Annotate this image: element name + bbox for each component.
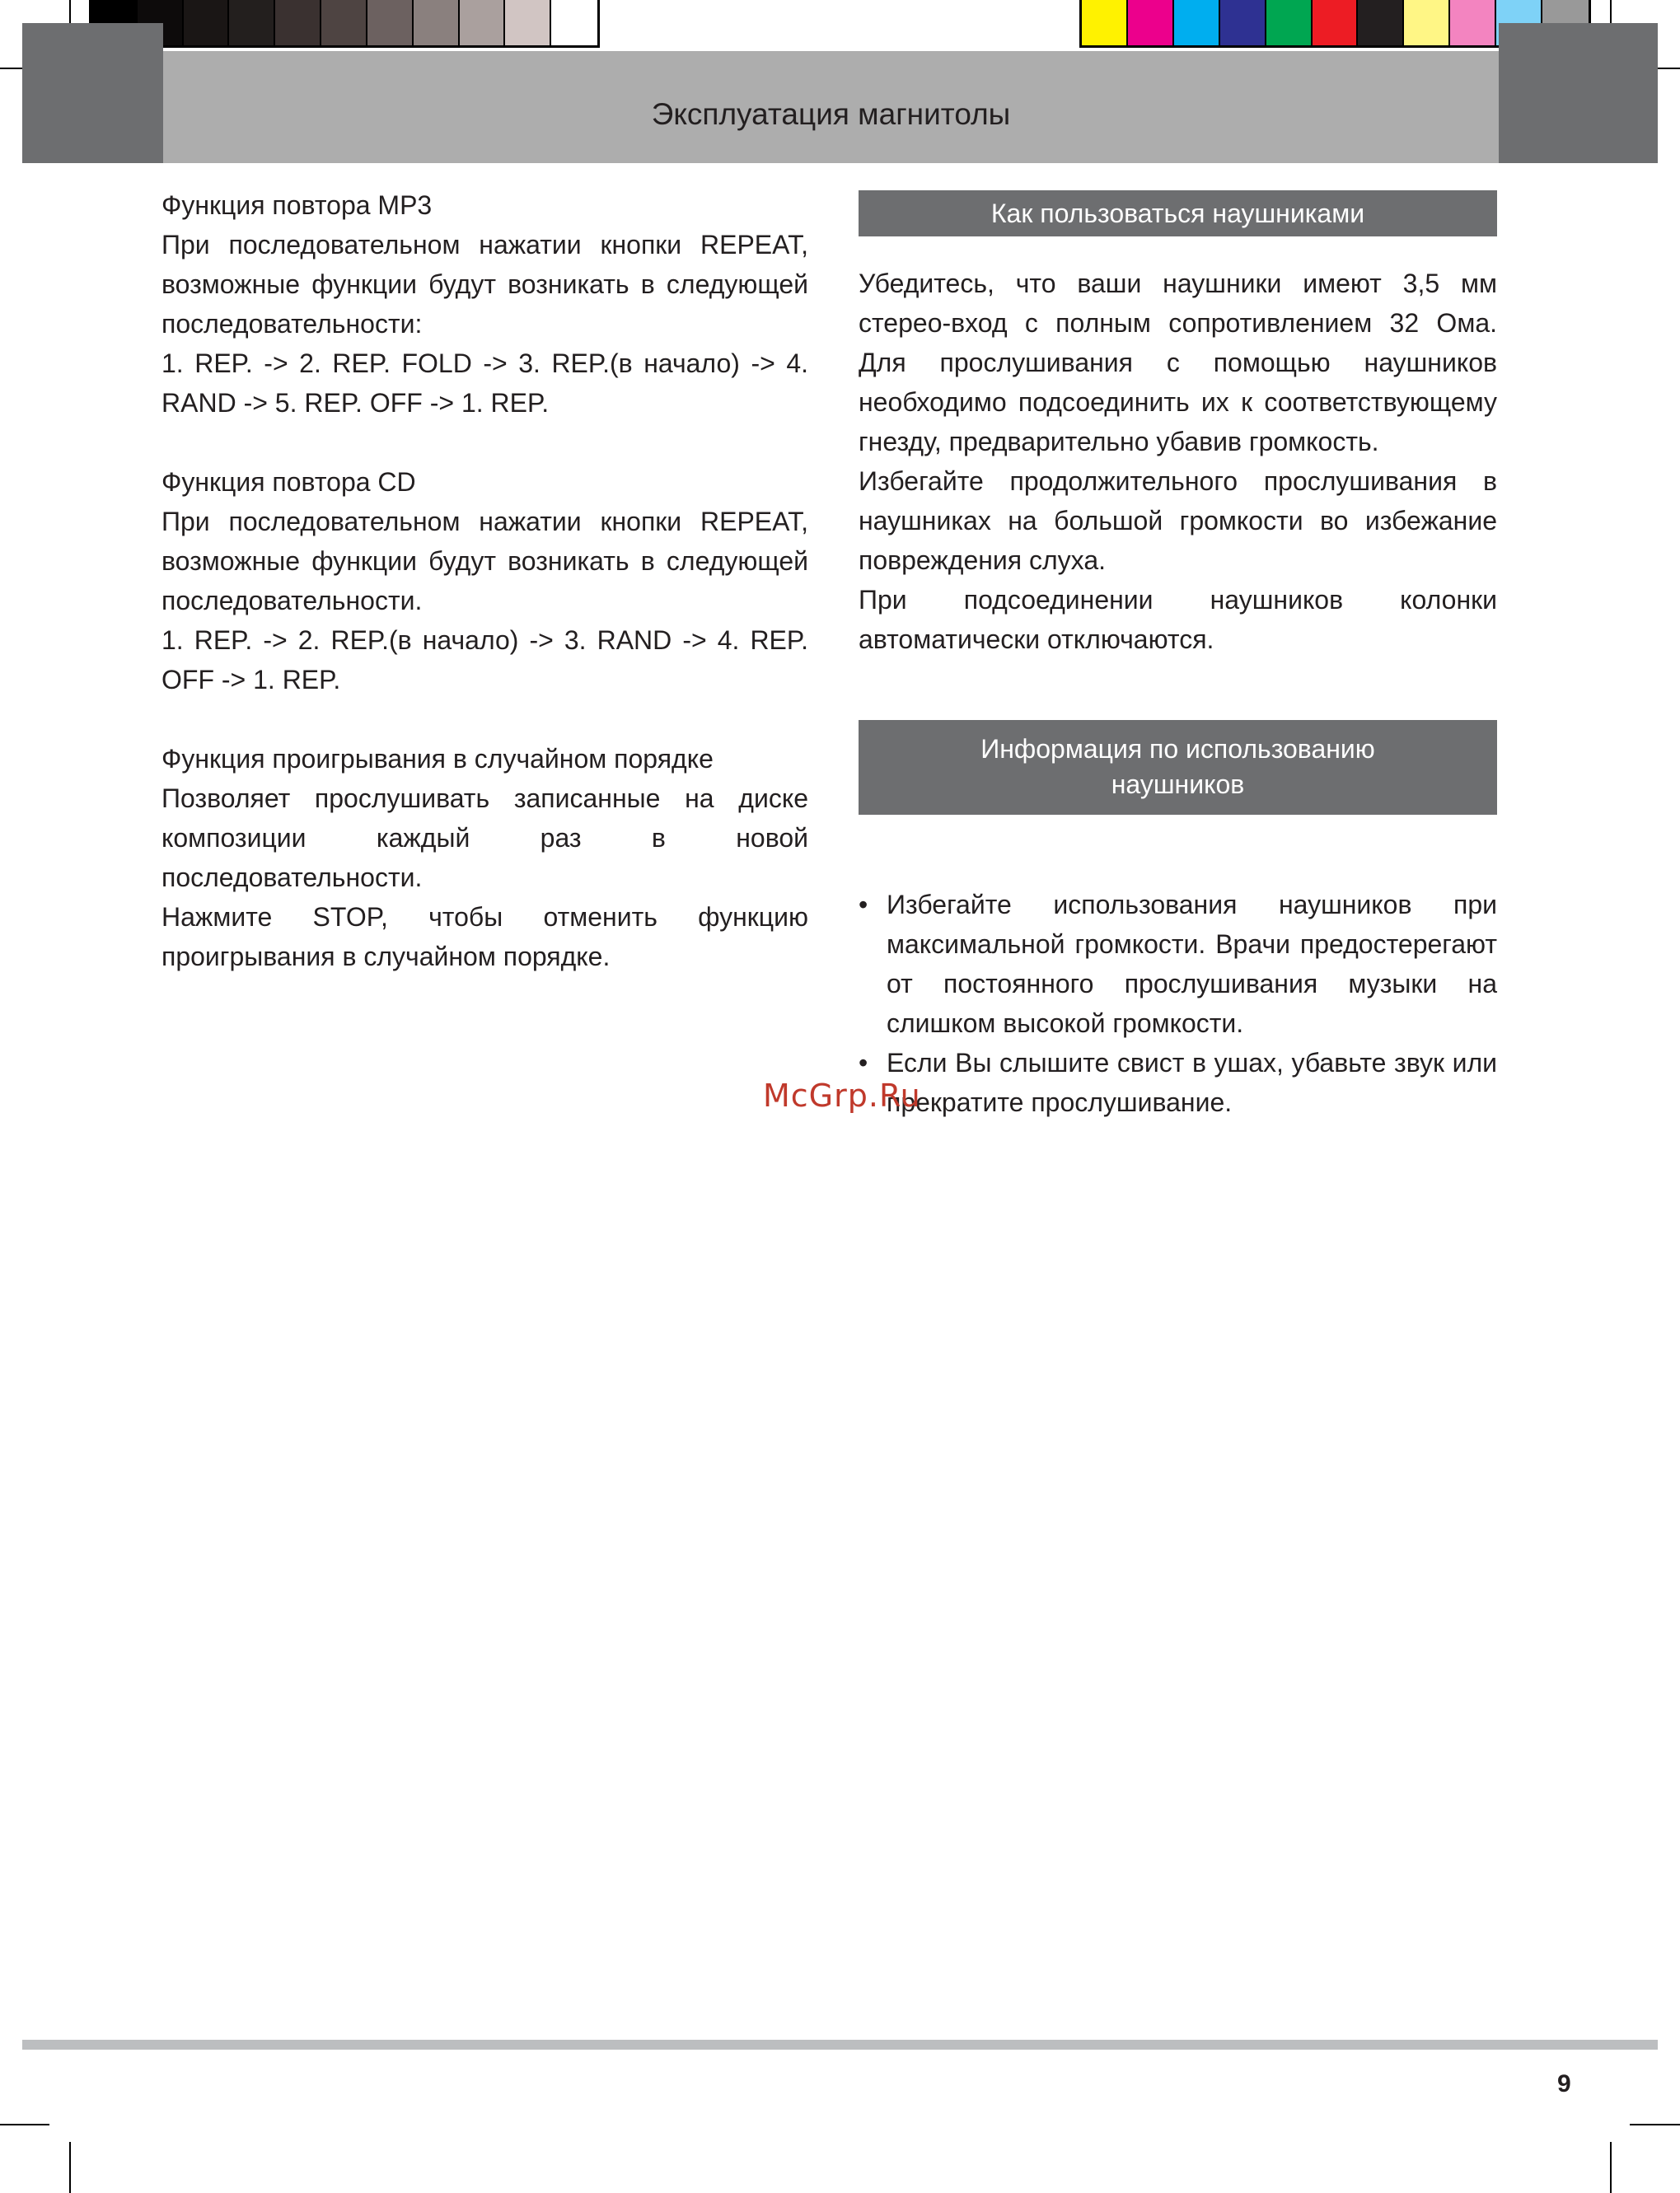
color-swatch: [1082, 0, 1128, 45]
page-title: Эксплуатация магнитолы: [651, 97, 1011, 131]
headphones-info-list: [859, 885, 1497, 1122]
color-swatch: [551, 0, 597, 45]
color-swatch: [460, 0, 506, 45]
crop-mark: [69, 2142, 71, 2193]
crop-mark: [1630, 2124, 1680, 2125]
crop-mark: [0, 2124, 49, 2125]
color-swatch: [1266, 0, 1313, 45]
header-band-left: [22, 23, 163, 163]
header-band-right: [1499, 23, 1658, 163]
color-swatch: [1220, 0, 1266, 45]
bullet-icon: •: [859, 1048, 868, 1078]
cd-repeat-heading: Функция повтора CD: [161, 467, 416, 497]
random-play-stop: Нажмите STOP, чтобы отменить функцию проигрывания в случайном порядке.: [161, 902, 808, 971]
headphones-usage-p1: Убедитесь, что ваши наушники имеют 3,5 мм стерео-вход с полным сопротивлением 32 Ома. Для прослушивания с помощью наушников необходимо подсоединить их к соответствующему гнезду, предварительно убавив громкость.: [859, 269, 1497, 456]
color-swatch: [1450, 0, 1496, 45]
color-swatch: [184, 0, 230, 45]
headphones-info-heading: [859, 720, 1497, 815]
headphones-usage-p2: Избегайте продолжительного прослушивания в наушниках на большой громкости во избежание повреждения слуха.: [859, 466, 1497, 575]
color-swatch: [229, 0, 275, 45]
headphones-usage-heading: [859, 190, 1497, 236]
grayscale-color-bar: [89, 0, 600, 48]
random-play-heading: Функция проигрывания в случайном порядке: [161, 744, 714, 774]
color-swatch: [505, 0, 551, 45]
cd-repeat-sequence: 1. REP. -> 2. REP.(в начало) -> 3. RAND -> 4. REP. OFF -> 1. REP.: [161, 625, 808, 694]
footer-rule: [22, 2040, 1658, 2050]
color-swatch: [414, 0, 460, 45]
watermark: McGrp.Ru: [763, 1078, 921, 1114]
list-item-text: Избегайте использования наушников при максимальной громкости. Врачи предостерегают от постоянного прослушивания музыки на слишком высокой громкости.: [887, 890, 1497, 1038]
bullet-icon: •: [859, 890, 868, 919]
color-swatch: [367, 0, 414, 45]
headphones-info-title-line1: Информация по использованию: [980, 734, 1375, 764]
color-swatch: [1313, 0, 1359, 45]
list-item: [859, 1043, 1497, 1122]
random-play-body: Позволяет прослушивать записанные на диске композиции каждый раз в новой последовательности.: [161, 783, 808, 892]
color-swatch: [1404, 0, 1450, 45]
headphones-usage-title: Как пользоваться наушниками: [990, 199, 1365, 228]
mp3-repeat-heading: Функция повтора MP3: [161, 190, 433, 220]
page-number: 9: [1557, 2070, 1571, 2097]
color-swatch: [1174, 0, 1220, 45]
mp3-repeat-body: При последовательном нажатии кнопки REPEAT, возможные функции будут возникать в следующей последовательности:: [161, 230, 808, 339]
color-swatch: [321, 0, 367, 45]
color-swatch: [1128, 0, 1174, 45]
crop-mark: [1610, 2142, 1612, 2193]
list-item: [859, 885, 1497, 1043]
headphones-usage-text: [859, 264, 1497, 659]
headphones-usage-p3: При подсоединении наушников колонки автоматически отключаются.: [859, 585, 1497, 654]
mp3-repeat-sequence: 1. REP. -> 2. REP. FOLD -> 3. REP.(в начало) -> 4. RAND -> 5. REP. OFF -> 1. REP.: [161, 348, 808, 418]
left-column: [161, 185, 808, 976]
headphones-info-title-line2: наушников: [1111, 769, 1245, 799]
cd-repeat-body: При последовательном нажатии кнопки REPEAT, возможные функции будут возникать в следующей последовательности.: [161, 507, 808, 615]
color-swatch: [1358, 0, 1404, 45]
color-swatch: [275, 0, 321, 45]
list-item-text: Если Вы слышите свист в ушах, убавьте звук или прекратите прослушивание.: [887, 1048, 1497, 1117]
